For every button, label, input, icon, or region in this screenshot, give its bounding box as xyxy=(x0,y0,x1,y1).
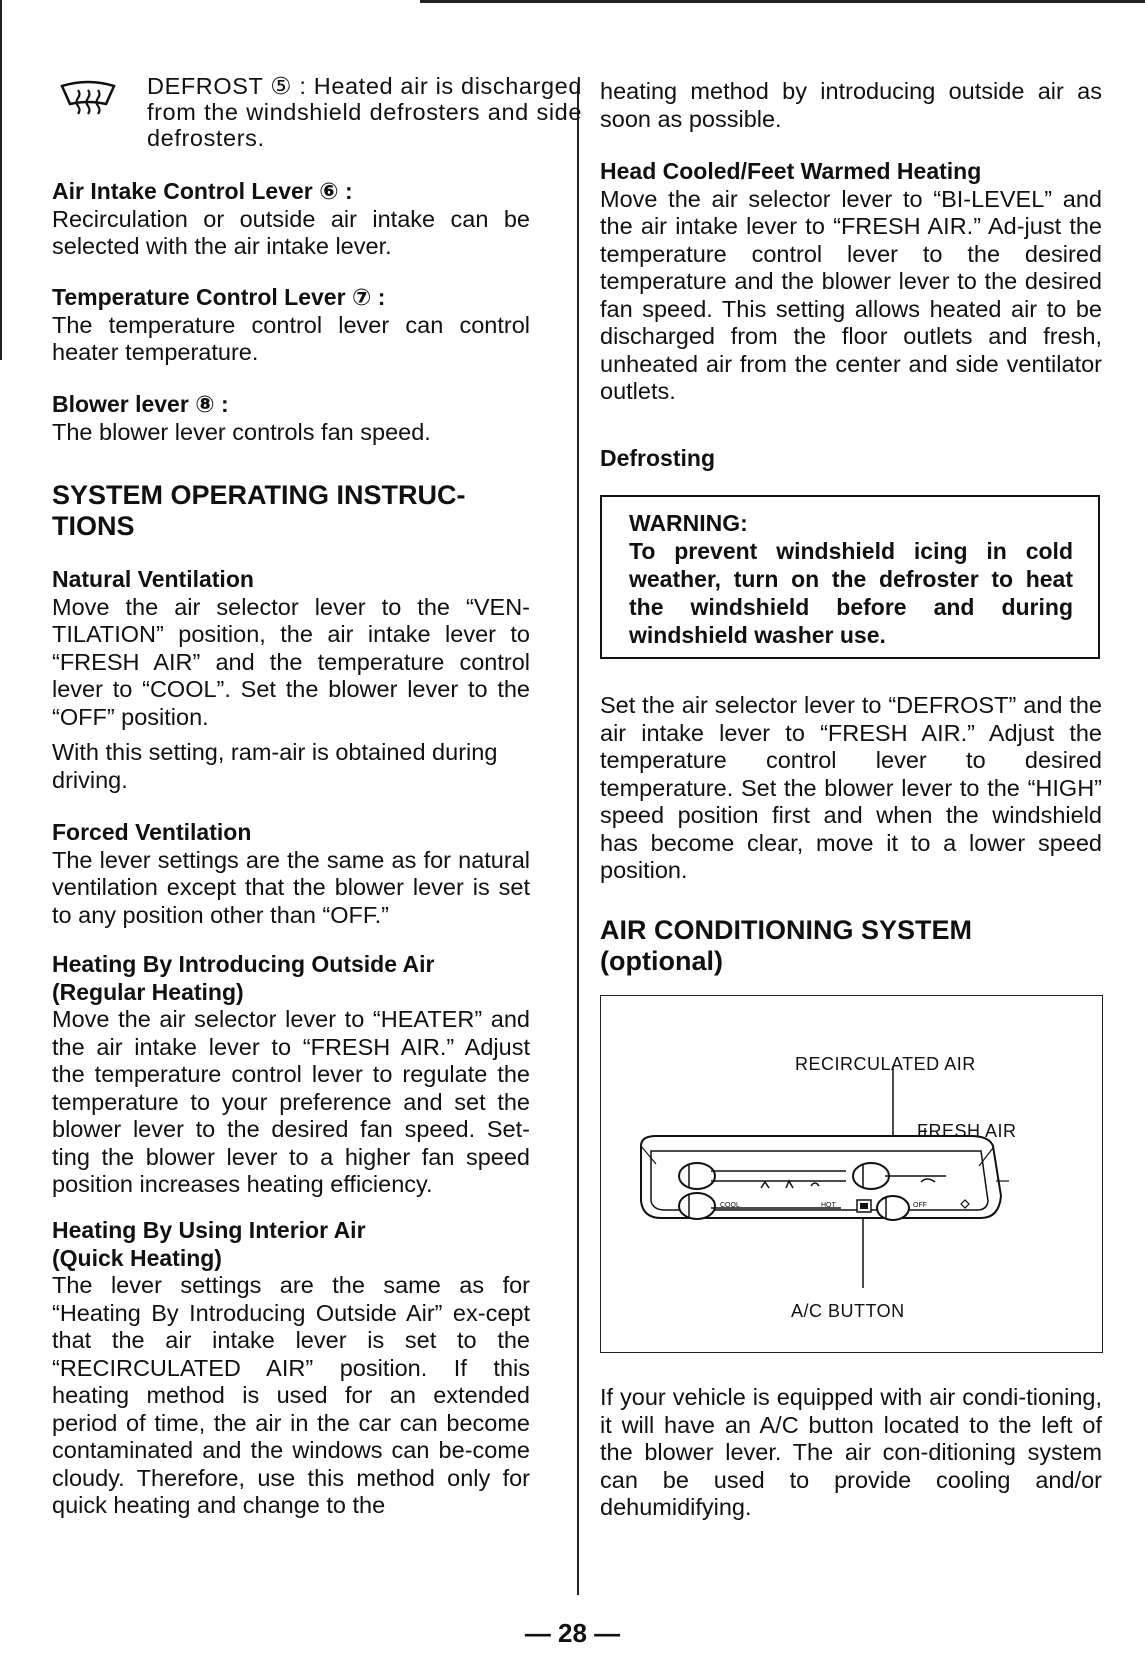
temperature-text: The temperature control lever can control heater temperature. xyxy=(52,311,530,365)
column-divider xyxy=(577,85,579,1595)
rear-defrost-icon xyxy=(58,78,118,122)
label-fresh-air: FRESH AIR xyxy=(917,1121,1017,1141)
forced-ventilation-text: The lever settings are the same as for natural ventilation except that the blower lever is set to any position other than “OFF.” xyxy=(52,846,530,928)
blower-text: The blower lever controls fan speed. xyxy=(52,418,431,445)
defrosting-text: Set the air selector lever to “DEFROST” and the air intake lever to “FRESH AIR.” Adjust the temperature control lever to desired temperature. Set the blower lever to the “HIGH” speed position first and when the windshield has become clear, move it to a lower speed position. xyxy=(600,692,1102,883)
top-rule xyxy=(420,0,1145,3)
left-edge-rule xyxy=(0,0,2,360)
control-panel-figure xyxy=(600,995,1103,1353)
panel-hot: HOT xyxy=(821,1202,836,1209)
section-title: SYSTEM OPERATING INSTRUC-TIONS xyxy=(52,480,466,541)
warning-text: To prevent windshield icing in cold weather, turn on the defroster to heat the windshield before and during windshield washer use. xyxy=(629,538,1073,648)
panel-cool: COOL xyxy=(720,1202,740,1209)
regular-heating-text: Move the air selector lever to “HEATER” and the air intake lever to “FRESH AIR.” Adjust the temperature control lever to regulate the temperature to your preference and set the blower lever to the desired fan speed. Set-ting the blower lever to a higher fan speed position increases heating efficiency. xyxy=(52,1006,530,1197)
air-intake-text: Recirculation or outside air intake can be selected with the air intake lever. xyxy=(52,205,530,259)
label-ac-button: A/C BUTTON xyxy=(791,1301,905,1321)
natural-ventilation-heading: Natural Ventilation xyxy=(52,566,254,592)
continued-text: heating method by introducing outside air as soon as possible. xyxy=(600,78,1102,132)
quick-heating-heading: Heating By Using Interior Air (Quick Heating) xyxy=(52,1217,366,1271)
temperature-heading: Temperature Control Lever ⑦ : xyxy=(52,284,386,310)
regular-heating-heading: Heating By Introducing Outside Air (Regular Heating) xyxy=(52,951,435,1005)
warning-title: WARNING: xyxy=(629,510,748,536)
head-cooled-heading: Head Cooled/Feet Warmed Heating xyxy=(600,158,982,184)
quick-heating-text: The lever settings are the same as for “Heating By Introducing Outside Air” ex-cept that the air intake lever is set to the “RECIRCULATED AIR” position. If this heating method is used for an extended period of time, the air in the car can become contaminated and the windows can be-come cloudy. Therefore, use this method only for quick heating and change to the xyxy=(52,1272,530,1518)
air-intake-heading: Air Intake Control Lever ⑥ : xyxy=(52,178,353,204)
blower-heading: Blower lever ⑧ : xyxy=(52,391,229,417)
defrost-description: DEFROST ⑤ : Heated air is discharged from the windshield defrosters and side defrosters. xyxy=(147,73,582,151)
natural-ventilation-text: Move the air selector lever to the “VEN-TILATION” position, the air intake lever to “FRESH AIR” and the temperature control lever to “COOL”. Set the blower lever to the “OFF” position. xyxy=(52,593,530,730)
warning-box xyxy=(600,495,1100,659)
label-recirculated-air: RECIRCULATED AIR xyxy=(795,1054,976,1074)
panel-off: OFF xyxy=(913,1202,927,1209)
page-number: — 28 — xyxy=(524,1618,621,1648)
ac-title: AIR CONDITIONING SYSTEM (optional) xyxy=(600,915,973,976)
forced-ventilation-heading: Forced Ventilation xyxy=(52,819,252,845)
natural-ventilation-text-2: With this setting, ram-air is obtained during driving. xyxy=(52,739,498,793)
head-cooled-text: Move the air selector lever to “BI-LEVEL” and the air intake lever to “FRESH AIR.” Ad-just the temperature control lever to the desired temperature and the blower lever to the desired fan speed. This setting allows heated air to be discharged from the floor outlets and fresh, unheated air from the center and side ventilator outlets. xyxy=(600,185,1102,404)
ac-text: If your vehicle is equipped with air condi-tioning, it will have an A/C button located to the left of the blower lever. The air con-ditioning system can be used to provide cooling and/or dehumidifying. xyxy=(600,1384,1102,1520)
defrosting-heading: Defrosting xyxy=(600,445,715,471)
